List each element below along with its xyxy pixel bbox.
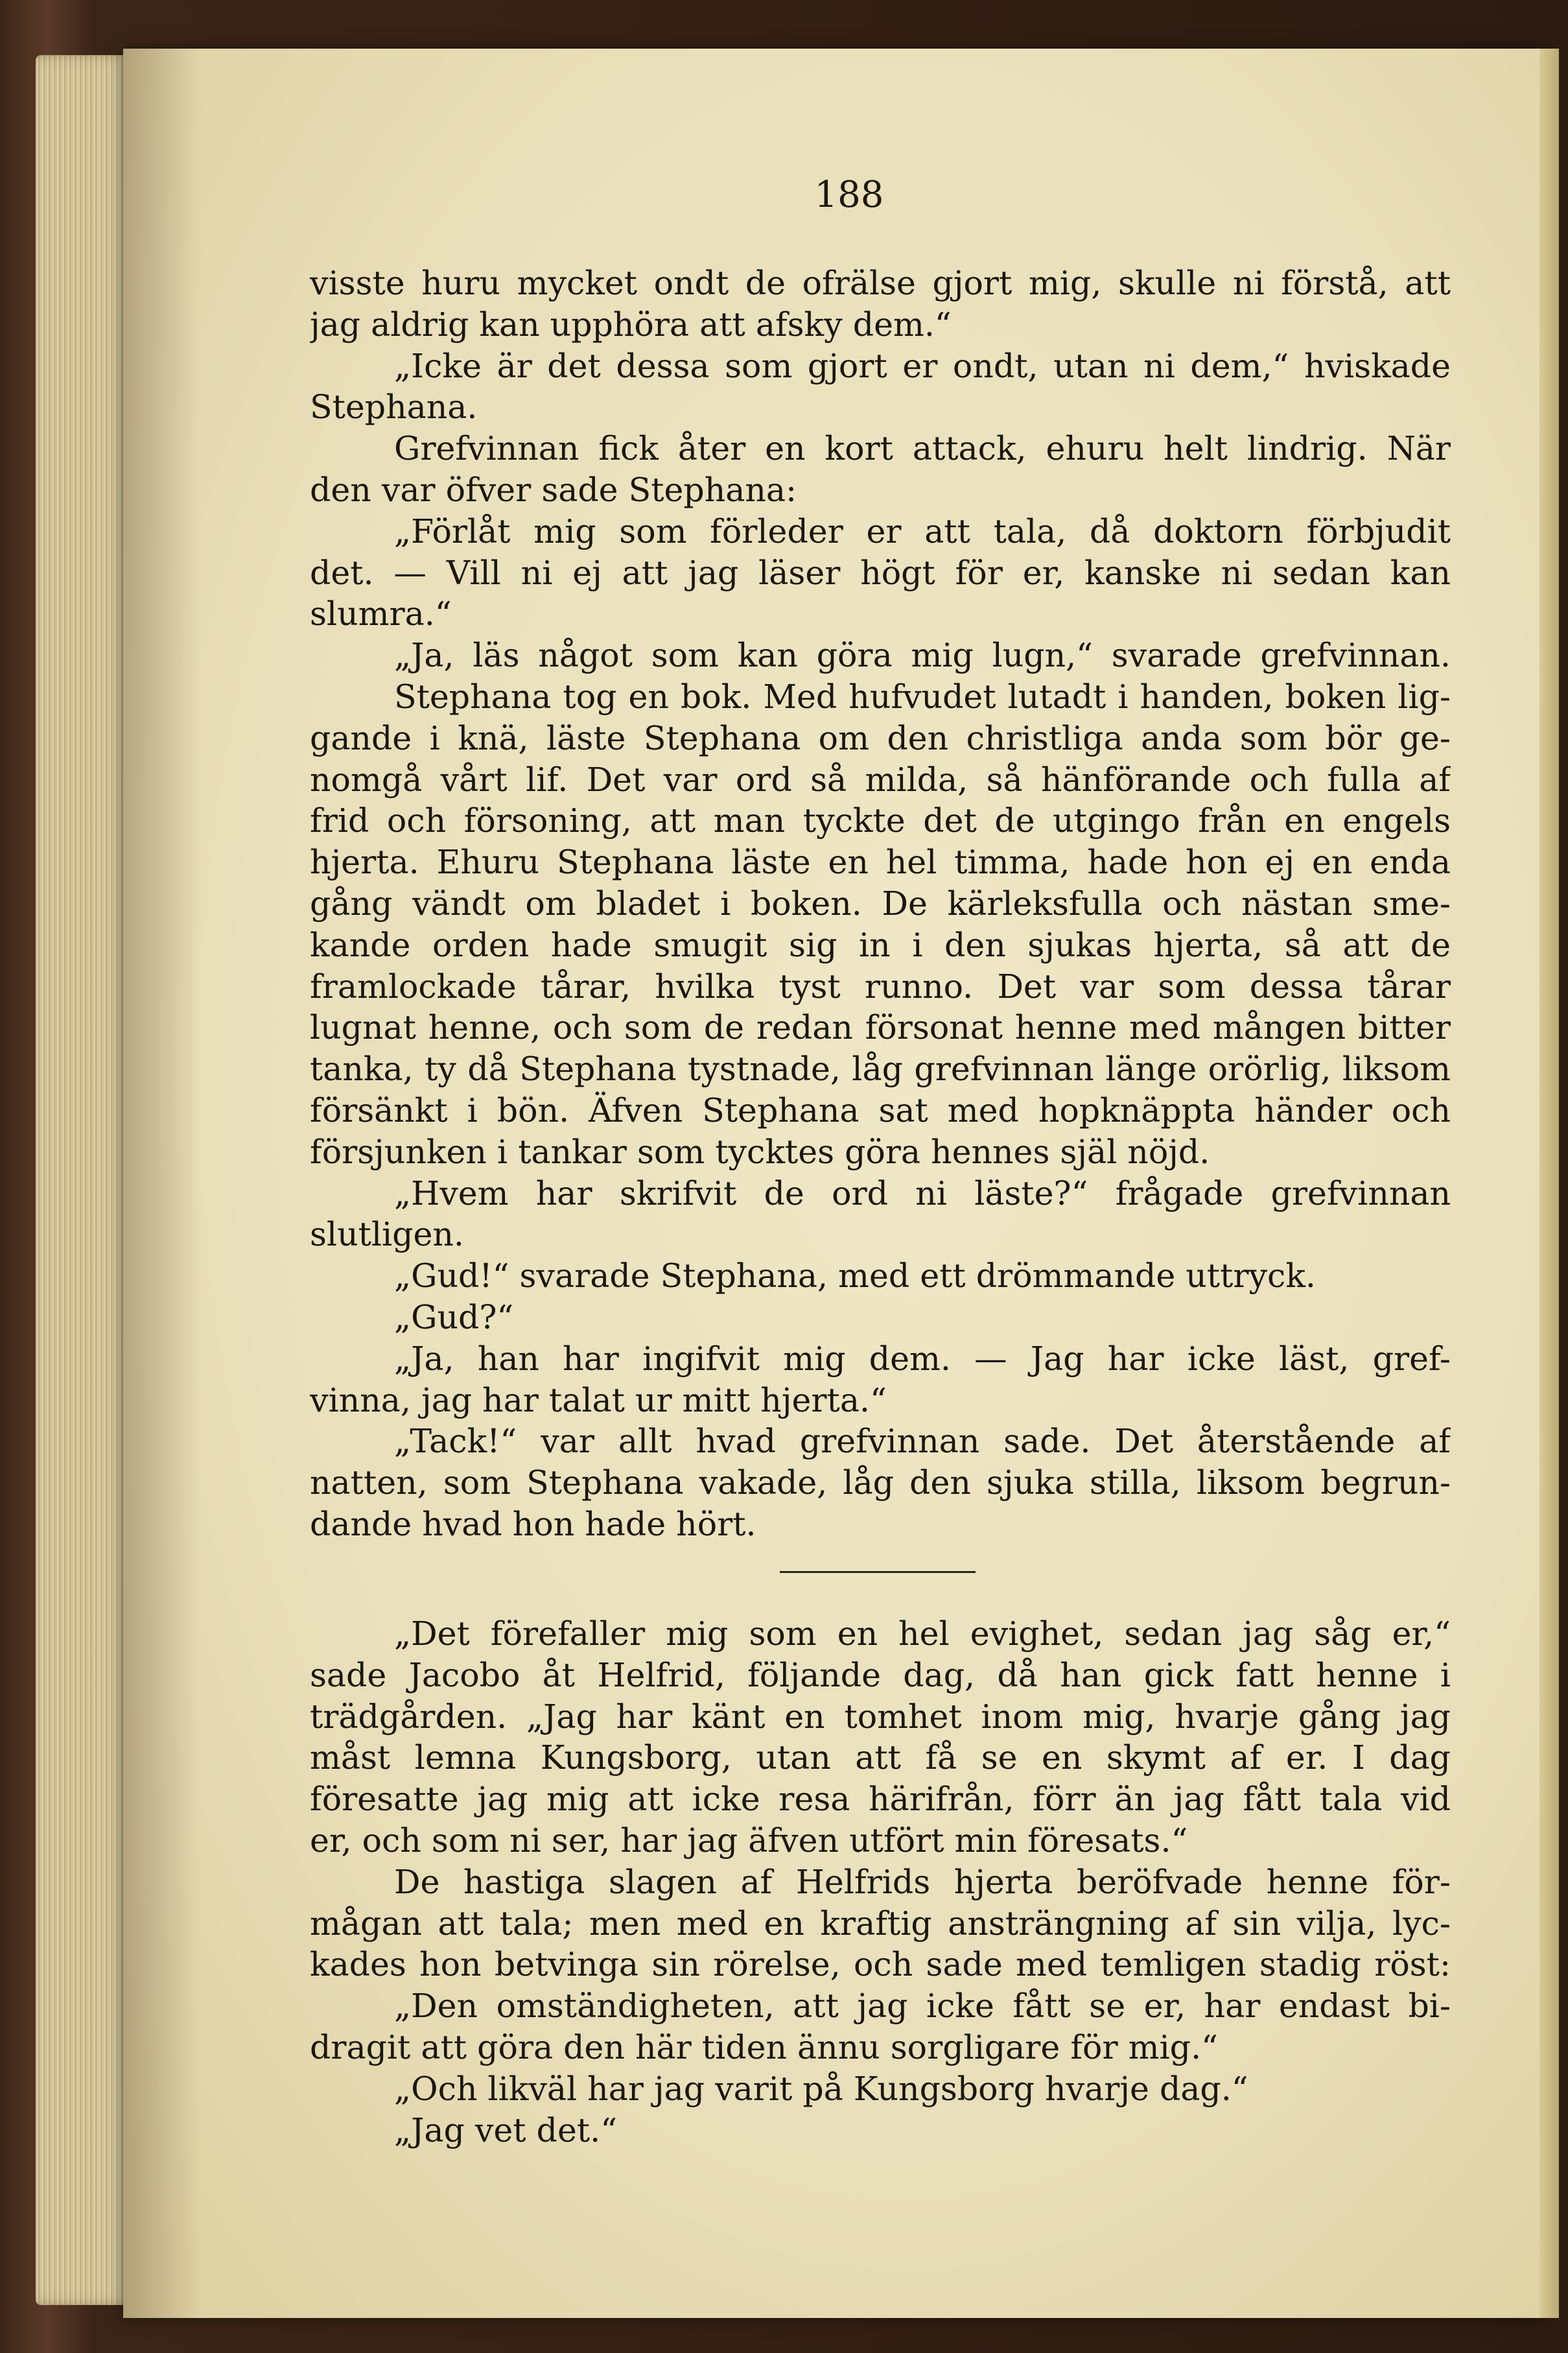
text-line: trädgården. „Jag har känt en tomhet inom mig, hvarje gång jag xyxy=(310,1697,1451,1736)
text-line: frid och försoning, att man tyckte det de utgingo från en engels xyxy=(310,801,1451,840)
gutter-shadow xyxy=(123,49,201,2318)
text-line: natten, som Stephana vakade, låg den sjuka stilla, liksom begrun- xyxy=(310,1463,1451,1502)
text-line: vinna, jag har talat ur mitt hjerta.“ xyxy=(310,1380,887,1419)
text-line: „Tack!“ var allt hvad grefvinnan sade. Det återstående af xyxy=(394,1422,1451,1461)
text-line: gång vändt om bladet i boken. De kärleksfulla och nästan sme- xyxy=(310,884,1451,923)
section-divider xyxy=(780,1571,976,1573)
text-line: „Och likväl har jag varit på Kungsborg hvarje dag.“ xyxy=(394,2069,1248,2108)
text-line: „Icke är det dessa som gjort er ondt, utan ni dem,“ hviskade xyxy=(394,346,1451,385)
text-line: „Den omständigheten, att jag icke fått se er, har endast bi- xyxy=(394,1987,1451,2026)
text-line: „Ja, han har ingifvit mig dem. — Jag har icke läst, gref- xyxy=(394,1339,1451,1378)
text-line: „Hvem har skrifvit de ord ni läste?“ frågade grefvinnan xyxy=(394,1174,1451,1212)
text-line: måst lemna Kungsborg, utan att få se en skymt af er. I dag xyxy=(310,1738,1451,1777)
text-line: kande orden hade smugit sig in i den sjukas hjerta, så att de xyxy=(310,925,1451,964)
text-line: sade Jacobo åt Helfrid, följande dag, då han gick fatt henne i xyxy=(310,1655,1451,1694)
text-line: dragit att göra den här tiden ännu sorgligare för mig.“ xyxy=(310,2028,1218,2066)
text-line: föresatte jag mig att icke resa härifrån, förr än jag fått tala vid xyxy=(310,1780,1451,1819)
text-line: framlockade tårar, hvilka tyst runno. Det var som dessa tårar xyxy=(310,967,1451,1006)
text-line: kades hon betvinga sin rörelse, och sade med temligen stadig röst: xyxy=(310,1945,1451,1984)
text-line: gande i knä, läste Stephana om den christliga anda som bör ge- xyxy=(310,718,1451,757)
text-line: Grefvinnan fick åter en kort attack, ehuru helt lindrig. När xyxy=(394,429,1451,468)
text-line: „Gud?“ xyxy=(394,1297,514,1336)
text-line: det. — Vill ni ej att jag läser högt för er, kanske ni sedan kan xyxy=(310,553,1451,592)
text-section-1 xyxy=(310,263,1451,1545)
text-line: mågan att tala; men med en kraftig ansträngning af sin vilja, lyc- xyxy=(310,1904,1451,1943)
text-line: försjunken i tankar som tycktes göra hennes själ nöjd. xyxy=(310,1132,1210,1171)
text-line: jag aldrig kan upphöra att afsky dem.“ xyxy=(310,305,952,344)
text-line: hjerta. Ehuru Stephana läste en hel timma, hade hon ej en enda xyxy=(310,843,1451,882)
text-line: „Det förefaller mig som en hel evighet, sedan jag såg er,“ xyxy=(394,1614,1451,1653)
text-line: dande hvad hon hade hört. xyxy=(310,1504,756,1543)
text-line: Stephana tog en bok. Med hufvudet lutadt i handen, boken lig- xyxy=(394,677,1451,716)
text-line: den var öfver sade Stephana: xyxy=(310,470,797,509)
text-line: „Jag vet det.“ xyxy=(394,2111,618,2149)
text-line: er, och som ni ser, har jag äfven utfört min föresats.“ xyxy=(310,1821,1188,1860)
text-line: slutligen. xyxy=(310,1215,464,1254)
text-line: försänkt i bön. Äfven Stephana sat med hopknäppta händer och xyxy=(310,1091,1451,1129)
text-line: lugnat henne, och som de redan försonat henne med mången bitter xyxy=(310,1008,1451,1047)
text-line: „Förlåt mig som förleder er att tala, då doktorn förbjudit xyxy=(394,512,1451,550)
page-right-edge xyxy=(1539,49,1559,2318)
text-line: Stephana. xyxy=(310,388,478,427)
text-line: tanka, ty då Stephana tystnade, låg grefvinnan länge orörlig, liksom xyxy=(310,1050,1451,1089)
page-number: 188 xyxy=(814,174,884,216)
text-line: „Ja, läs något som kan göra mig lugn,“ svarade grefvinnan. xyxy=(394,636,1451,675)
text-line: „Gud!“ svarade Stephana, med ett drömmande uttryck. xyxy=(394,1257,1316,1295)
text-section-2 xyxy=(310,1613,1451,2151)
text-line: slumra.“ xyxy=(310,595,452,633)
text-line: nomgå vårt lif. Det var ord så milda, så hänförande och fulla af xyxy=(310,760,1451,799)
page-edges xyxy=(36,55,133,2305)
text-line: visste huru mycket ondt de ofrälse gjort mig, skulle ni förstå, att xyxy=(310,264,1451,302)
text-line: De hastiga slagen af Helfrids hjerta beröfvade henne för- xyxy=(394,1862,1451,1901)
